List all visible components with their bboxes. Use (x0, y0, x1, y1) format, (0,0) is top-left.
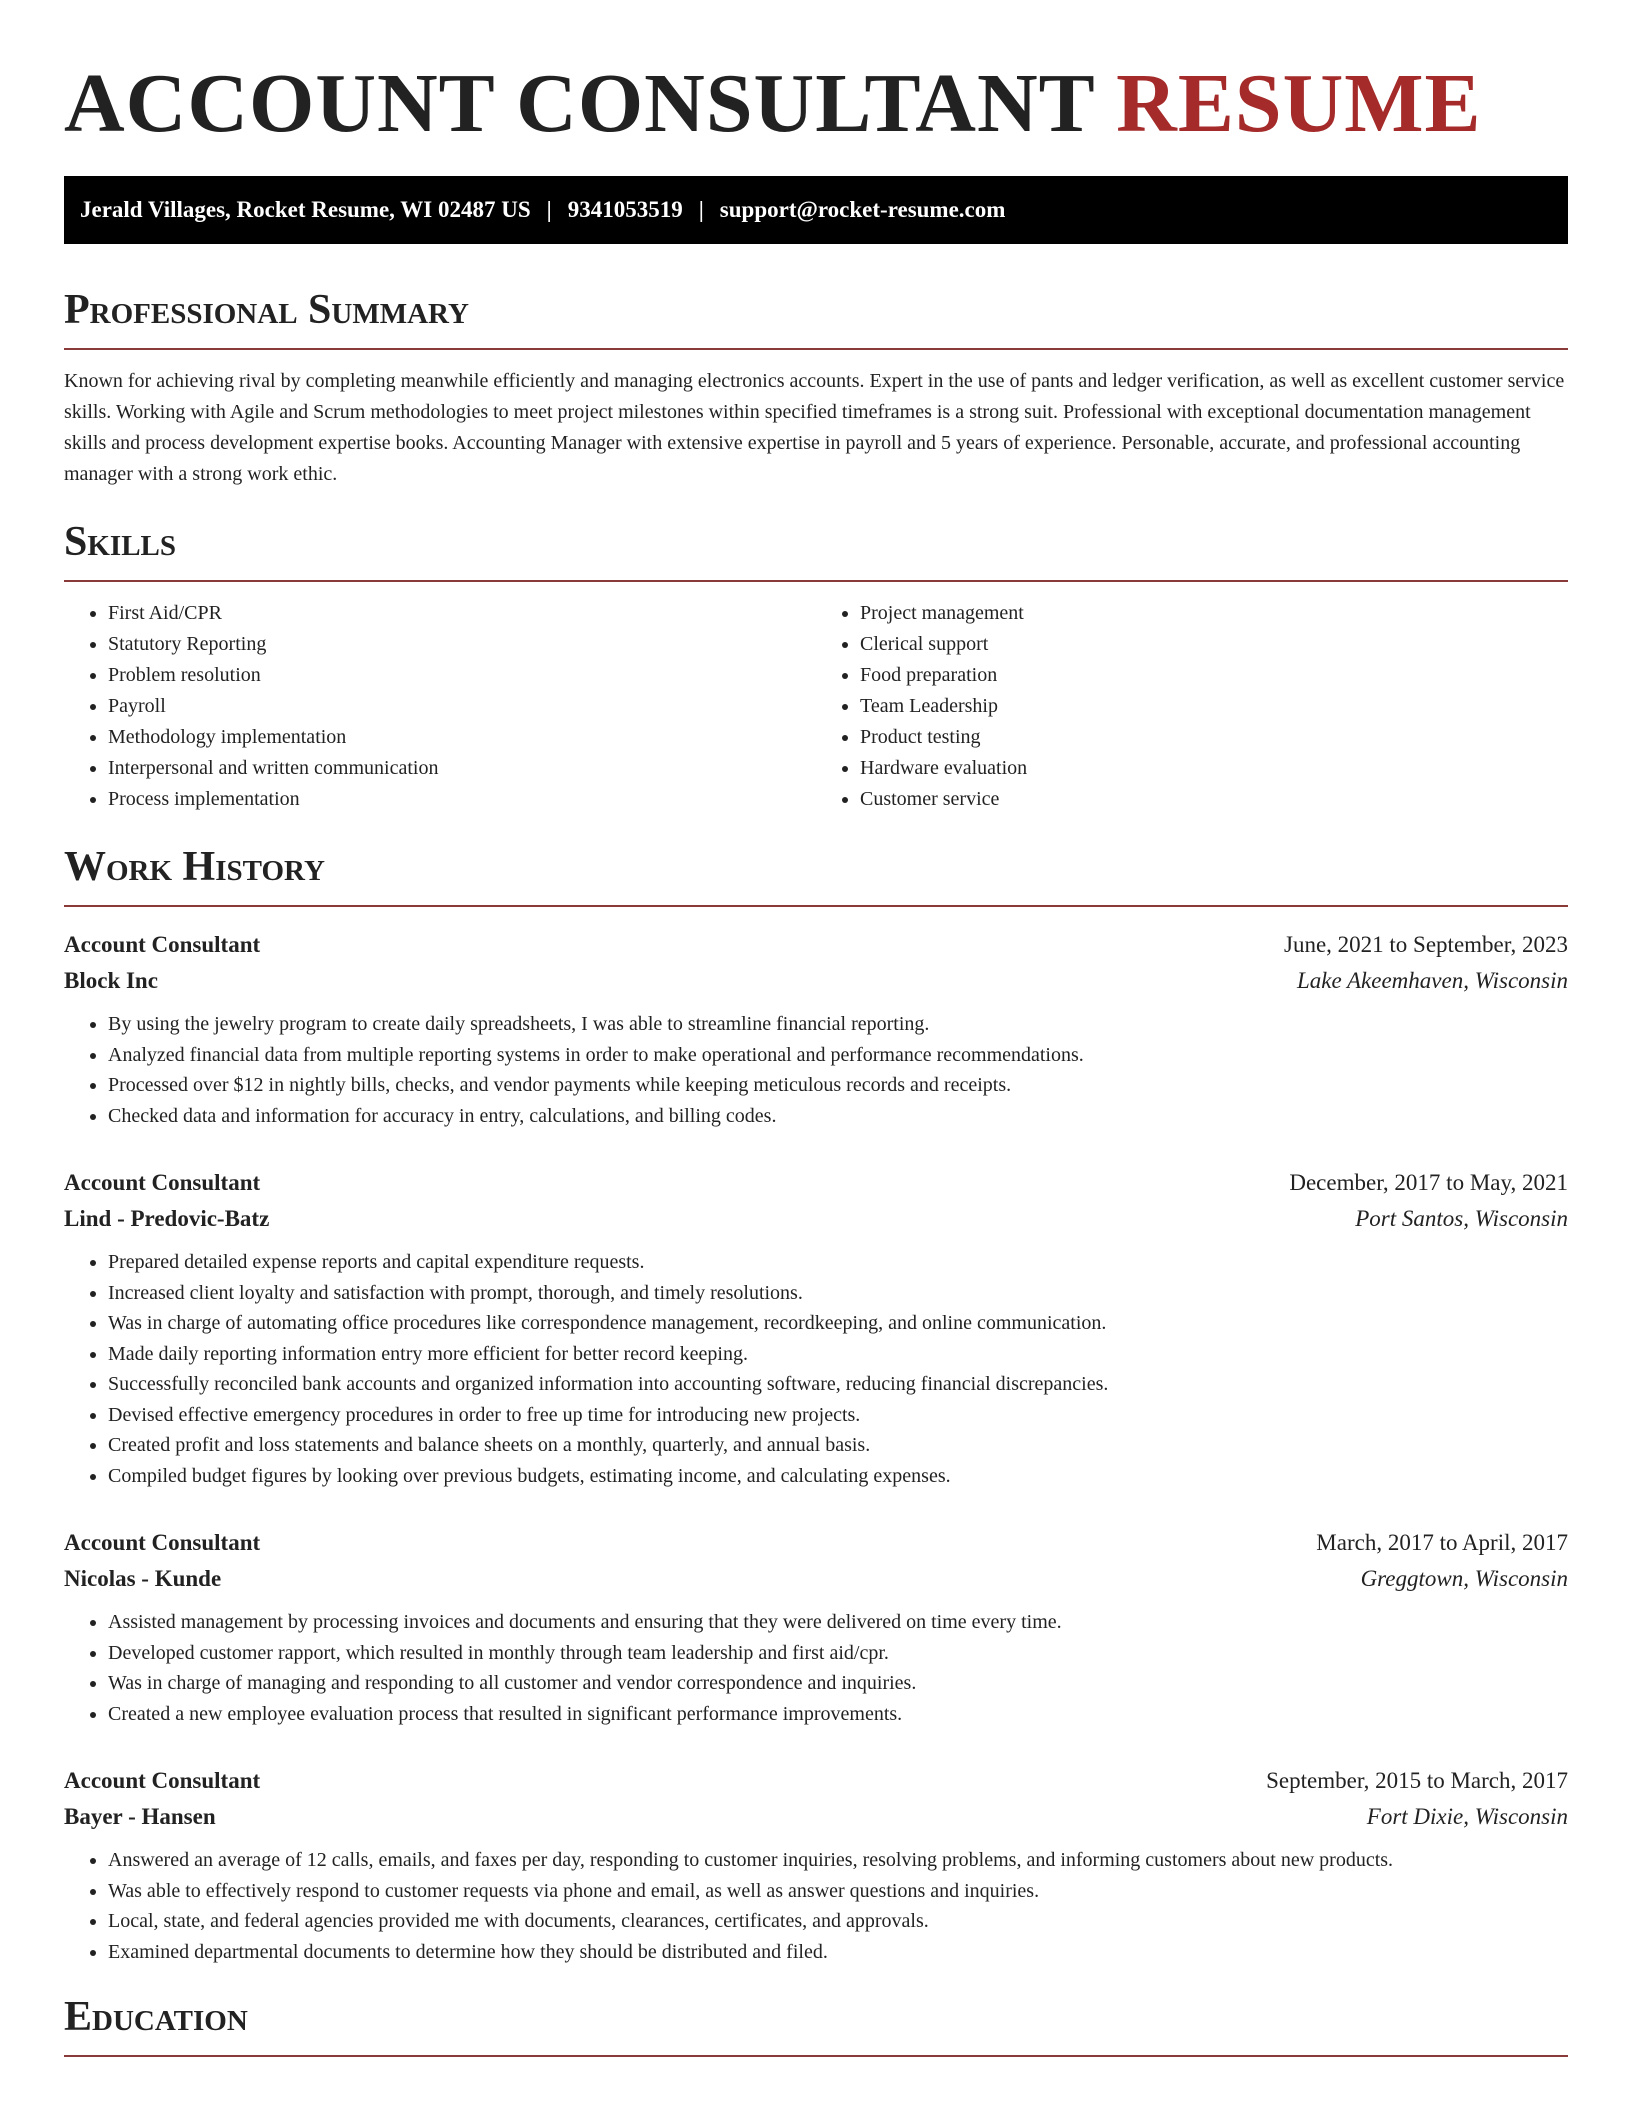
job-subheader-row (64, 963, 1568, 999)
job-header-row (64, 927, 1568, 963)
skills-list (64, 598, 1568, 815)
job-dates: March, 2017 to April, 2017 (1316, 1530, 1568, 1555)
job-bullet: • Prepared detailed expense reports and capital expenditure requests. (108, 1247, 1568, 1278)
job-bullet: • Successfully reconciled bank accounts and organized information into accounting software, reducing financial discrepancies. (108, 1369, 1568, 1400)
job-dates: June, 2021 to September, 2023 (1284, 932, 1568, 957)
job-bullet: • Was in charge of managing and responding to all customer and vendor correspondence and inquiries. (108, 1668, 1568, 1699)
job-bullets (64, 1247, 1568, 1491)
job-bullet: • Compiled budget figures by looking over previous budgets, estimating income, and calculating expenses. (108, 1461, 1568, 1492)
contact-separator: | (698, 197, 704, 222)
job-bullets (64, 1845, 1568, 1967)
job-bullets (64, 1607, 1568, 1729)
skill-item: • Project management (860, 598, 1568, 629)
job-company: Nicolas - Kunde (64, 1566, 222, 1591)
job-bullet: • Answered an average of 12 calls, emails, and faxes per day, responding to customer inquiries, resolving problems, and informing customers about new products. (108, 1845, 1568, 1876)
job-bullet: • Increased client loyalty and satisfaction with prompt, thorough, and timely resolutions. (108, 1278, 1568, 1309)
job-bullets (64, 1009, 1568, 1131)
job-location: Greggtown, Wisconsin (1360, 1566, 1568, 1591)
contact-bar (64, 176, 1568, 244)
skill-item: • Product testing (860, 722, 1568, 753)
skill-item: • Hardware evaluation (860, 753, 1568, 784)
skill-item: • Payroll (108, 691, 816, 722)
job-bullet: • Processed over $12 in nightly bills, checks, and vendor payments while keeping meticulous records and receipts. (108, 1070, 1568, 1101)
summary-heading: Professional Summary (64, 284, 1568, 350)
job-header-row (64, 1525, 1568, 1561)
job-bullet: • Examined departmental documents to determine how they should be distributed and filed. (108, 1937, 1568, 1968)
skill-item: • Process implementation (108, 784, 816, 815)
job-bullet: • Analyzed financial data from multiple reporting systems in order to make operational and performance recommendations. (108, 1040, 1568, 1071)
contact-address: Jerald Villages, Rocket Resume, WI 02487 US (80, 197, 531, 222)
job-location: Port Santos, Wisconsin (1355, 1206, 1568, 1231)
skill-item: • Methodology implementation (108, 722, 816, 753)
job-company: Lind - Predovic-Batz (64, 1206, 270, 1231)
skill-item: • First Aid/CPR (108, 598, 816, 629)
job-company: Block Inc (64, 968, 158, 993)
job-location: Fort Dixie, Wisconsin (1366, 1804, 1568, 1829)
job-entry (64, 927, 1568, 1131)
job-entry (64, 1165, 1568, 1491)
job-title: Account Consultant (64, 932, 261, 957)
skills-column-right (816, 598, 1568, 815)
job-bullet: • Local, state, and federal agencies provided me with documents, clearances, certificates, and approvals. (108, 1906, 1568, 1937)
title-accent: RESUME (1116, 57, 1482, 150)
job-bullet: • Checked data and information for accuracy in entry, calculations, and billing codes. (108, 1101, 1568, 1132)
skill-item: • Statutory Reporting (108, 629, 816, 660)
skill-item: • Clerical support (860, 629, 1568, 660)
job-title: Account Consultant (64, 1530, 261, 1555)
job-bullet: • Assisted management by processing invoices and documents and ensuring that they were delivered on time every time. (108, 1607, 1568, 1638)
skill-item: • Team Leadership (860, 691, 1568, 722)
contact-separator: | (546, 197, 552, 222)
skill-item: • Customer service (860, 784, 1568, 815)
contact-email: support@rocket-resume.com (719, 197, 1006, 222)
job-dates: December, 2017 to May, 2021 (1289, 1170, 1568, 1195)
job-entry (64, 1763, 1568, 1967)
job-dates: September, 2015 to March, 2017 (1266, 1768, 1568, 1793)
resume-title (64, 52, 1568, 156)
education-heading: Education (64, 1991, 1568, 2057)
job-bullet: • Was able to effectively respond to customer requests via phone and email, as well as answer questions and inquiries. (108, 1876, 1568, 1907)
job-title: Account Consultant (64, 1170, 261, 1195)
job-bullet: • Made daily reporting information entry more efficient for better record keeping. (108, 1339, 1568, 1370)
job-bullet: • Created profit and loss statements and balance sheets on a monthly, quarterly, and annual basis. (108, 1430, 1568, 1461)
job-bullet: • Created a new employee evaluation process that resulted in significant performance improvements. (108, 1699, 1568, 1730)
job-subheader-row (64, 1561, 1568, 1597)
job-title: Account Consultant (64, 1768, 261, 1793)
skill-item: • Interpersonal and written communication (108, 753, 816, 784)
skill-item: • Food preparation (860, 660, 1568, 691)
job-subheader-row (64, 1201, 1568, 1237)
contact-phone: 9341053519 (567, 197, 683, 222)
job-bullet: • Developed customer rapport, which resulted in monthly through team leadership and first aid/cpr. (108, 1638, 1568, 1669)
skills-column-left (64, 598, 816, 815)
title-main: ACCOUNT CONSULTANT (64, 57, 1095, 150)
job-bullet: • Devised effective emergency procedures in order to free up time for introducing new projects. (108, 1400, 1568, 1431)
skills-heading: Skills (64, 516, 1568, 582)
job-entry (64, 1525, 1568, 1729)
summary-text: Known for achieving rival by completing meanwhile efficiently and managing electronics accounts. Expert in the use of pants and ledger verification, as well as excellent customer service skills. Working with Agile and Scrum methodologies to meet project milestones within specified timeframes is a strong suit. Professional with exceptional documentation management skills and process development expertise books. Accounting Manager with extensive expertise in payroll and 5 years of experience. Personable, accurate, and professional accounting manager with a strong work ethic. (64, 370, 1565, 485)
job-header-row (64, 1763, 1568, 1799)
job-bullet: • By using the jewelry program to create daily spreadsheets, I was able to streamline financial reporting. (108, 1009, 1568, 1040)
job-subheader-row (64, 1799, 1568, 1835)
skill-item: • Problem resolution (108, 660, 816, 691)
work-history-heading: Work History (64, 841, 1568, 907)
job-bullet: • Was in charge of automating office procedures like correspondence management, recordkeeping, and online communication. (108, 1308, 1568, 1339)
job-location: Lake Akeemhaven, Wisconsin (1296, 968, 1568, 993)
job-header-row (64, 1165, 1568, 1201)
job-company: Bayer - Hansen (64, 1804, 216, 1829)
